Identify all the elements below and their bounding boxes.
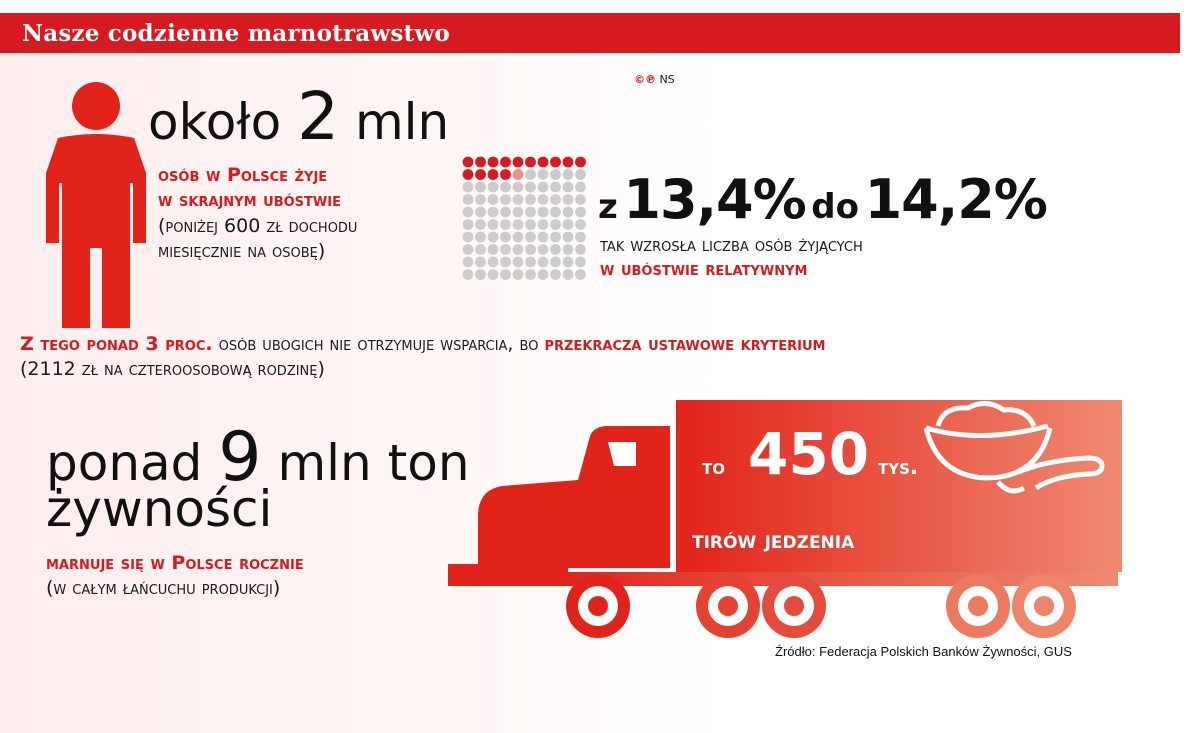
dot [488, 232, 499, 243]
copyright [634, 73, 675, 86]
dot [500, 219, 511, 230]
dot [513, 194, 524, 205]
dot [488, 182, 499, 193]
dot [538, 269, 549, 280]
dot [525, 194, 536, 205]
dot [550, 269, 561, 280]
dot [488, 269, 499, 280]
dot [525, 157, 536, 168]
dot [500, 207, 511, 218]
dot [563, 207, 574, 218]
dot [475, 244, 486, 255]
dot [575, 157, 586, 168]
dot [563, 157, 574, 168]
dot [563, 232, 574, 243]
dot [575, 244, 586, 255]
dot [550, 232, 561, 243]
poverty-headline-prefix: około [148, 93, 298, 151]
dot [538, 194, 549, 205]
dot [525, 232, 536, 243]
dot [575, 207, 586, 218]
dot [513, 182, 524, 193]
dot [575, 269, 586, 280]
food-unit: mln ton [261, 434, 470, 492]
truck-prefix: to [702, 455, 725, 480]
dot [563, 182, 574, 193]
food-desc: marnuje się w Polsce rocznie [46, 552, 304, 574]
support-red-part2: przekracza ustawowe kryterium [544, 333, 826, 355]
dot [463, 219, 474, 230]
dot [513, 169, 524, 180]
dot [563, 269, 574, 280]
dot [575, 169, 586, 180]
support-dark-part: osób ubogich nie otrzymuje wsparcia, bo [212, 333, 545, 355]
dot [525, 219, 536, 230]
dot [563, 244, 574, 255]
dot [525, 182, 536, 193]
dot [463, 232, 474, 243]
source-note: Źródło: Federacja Polskich Banków Żywności, GUS [775, 644, 1072, 659]
poverty-headline-number: 2 [297, 78, 340, 155]
dot [538, 257, 549, 268]
dot [563, 194, 574, 205]
dot [488, 207, 499, 218]
relative-connector: do [811, 187, 859, 227]
dot [463, 244, 474, 255]
dot [538, 244, 549, 255]
poverty-desc-line1: osób w Polsce żyje [158, 164, 328, 186]
support-line2: (2112 zł na czteroosobową rodzinę) [20, 358, 325, 380]
dot [463, 207, 474, 218]
dot-grid [462, 156, 592, 280]
dot [475, 219, 486, 230]
dot [550, 257, 561, 268]
dot [463, 169, 474, 180]
dot [488, 169, 499, 180]
dot [475, 207, 486, 218]
food-desc-line2: (w całym łańcuchu produkcji) [46, 577, 281, 599]
dot [575, 257, 586, 268]
relative-desc-line2: w ubóstwie relatywnym [600, 258, 808, 280]
dot [550, 244, 561, 255]
poverty-desc-line4: miesięcznie na osobę) [158, 240, 326, 262]
relative-desc-line1: tak wzrosła liczba osób żyjących [600, 234, 863, 256]
dot [500, 194, 511, 205]
dot [575, 182, 586, 193]
dot [500, 232, 511, 243]
relative-from-value: 13,4% [623, 168, 806, 231]
dot [488, 157, 499, 168]
truck-unit: tys. [878, 455, 919, 480]
dot [475, 232, 486, 243]
dot [500, 244, 511, 255]
dot [488, 219, 499, 230]
food-line2: żywności [46, 480, 273, 538]
dot [500, 169, 511, 180]
dot [538, 232, 549, 243]
dot [550, 182, 561, 193]
dot [463, 182, 474, 193]
relative-to-value: 14,2% [864, 168, 1047, 231]
dot [513, 257, 524, 268]
dot [563, 257, 574, 268]
dot [538, 182, 549, 193]
dot [513, 269, 524, 280]
person-icon [38, 78, 156, 333]
dot [500, 182, 511, 193]
food-number: 9 [218, 418, 262, 497]
dot [488, 194, 499, 205]
dot [463, 157, 474, 168]
dot [475, 269, 486, 280]
dot [550, 194, 561, 205]
dot [563, 169, 574, 180]
dot [563, 219, 574, 230]
dot [525, 244, 536, 255]
dot [575, 232, 586, 243]
poverty-headline-unit: mln [339, 93, 450, 151]
dot [475, 257, 486, 268]
food-prefix: ponad [46, 434, 219, 492]
dot [525, 257, 536, 268]
dot [525, 169, 536, 180]
dot [538, 219, 549, 230]
dot [500, 269, 511, 280]
dot [538, 169, 549, 180]
dot [463, 269, 474, 280]
dot [525, 269, 536, 280]
dot [475, 182, 486, 193]
dot [488, 244, 499, 255]
truck-caption: tirów jedzenia [692, 526, 855, 554]
dot [463, 194, 474, 205]
dot [475, 157, 486, 168]
relative-prefix: z [598, 187, 618, 227]
dot [475, 194, 486, 205]
dot [513, 219, 524, 230]
dot [575, 194, 586, 205]
poverty-desc-line3: (poniżej 600 zł dochodu [158, 215, 358, 237]
page-title: Nasze codzienne marnotrawstwo [22, 20, 450, 47]
dot [500, 257, 511, 268]
dot [513, 244, 524, 255]
relative-percent-line [598, 168, 1047, 231]
copyright-initials: NS [659, 73, 675, 86]
poverty-headline [148, 78, 449, 155]
dot [550, 157, 561, 168]
dot [525, 207, 536, 218]
poverty-desc-line2: w skrajnym ubóstwie [158, 189, 341, 211]
support-line1 [20, 333, 825, 355]
dot [575, 219, 586, 230]
dot [463, 257, 474, 268]
dot [475, 169, 486, 180]
truck-number: 450 [748, 420, 870, 488]
title-corner [1180, 13, 1200, 53]
copyright-symbols: ©℗ [634, 73, 656, 86]
dot [513, 157, 524, 168]
dot [550, 219, 561, 230]
dot [488, 257, 499, 268]
dot [500, 157, 511, 168]
dot [513, 232, 524, 243]
dot [550, 169, 561, 180]
support-red-part1: Z tego ponad 3 proc. [20, 333, 213, 355]
dot [513, 207, 524, 218]
dot [550, 207, 561, 218]
dot [538, 207, 549, 218]
dot [538, 157, 549, 168]
